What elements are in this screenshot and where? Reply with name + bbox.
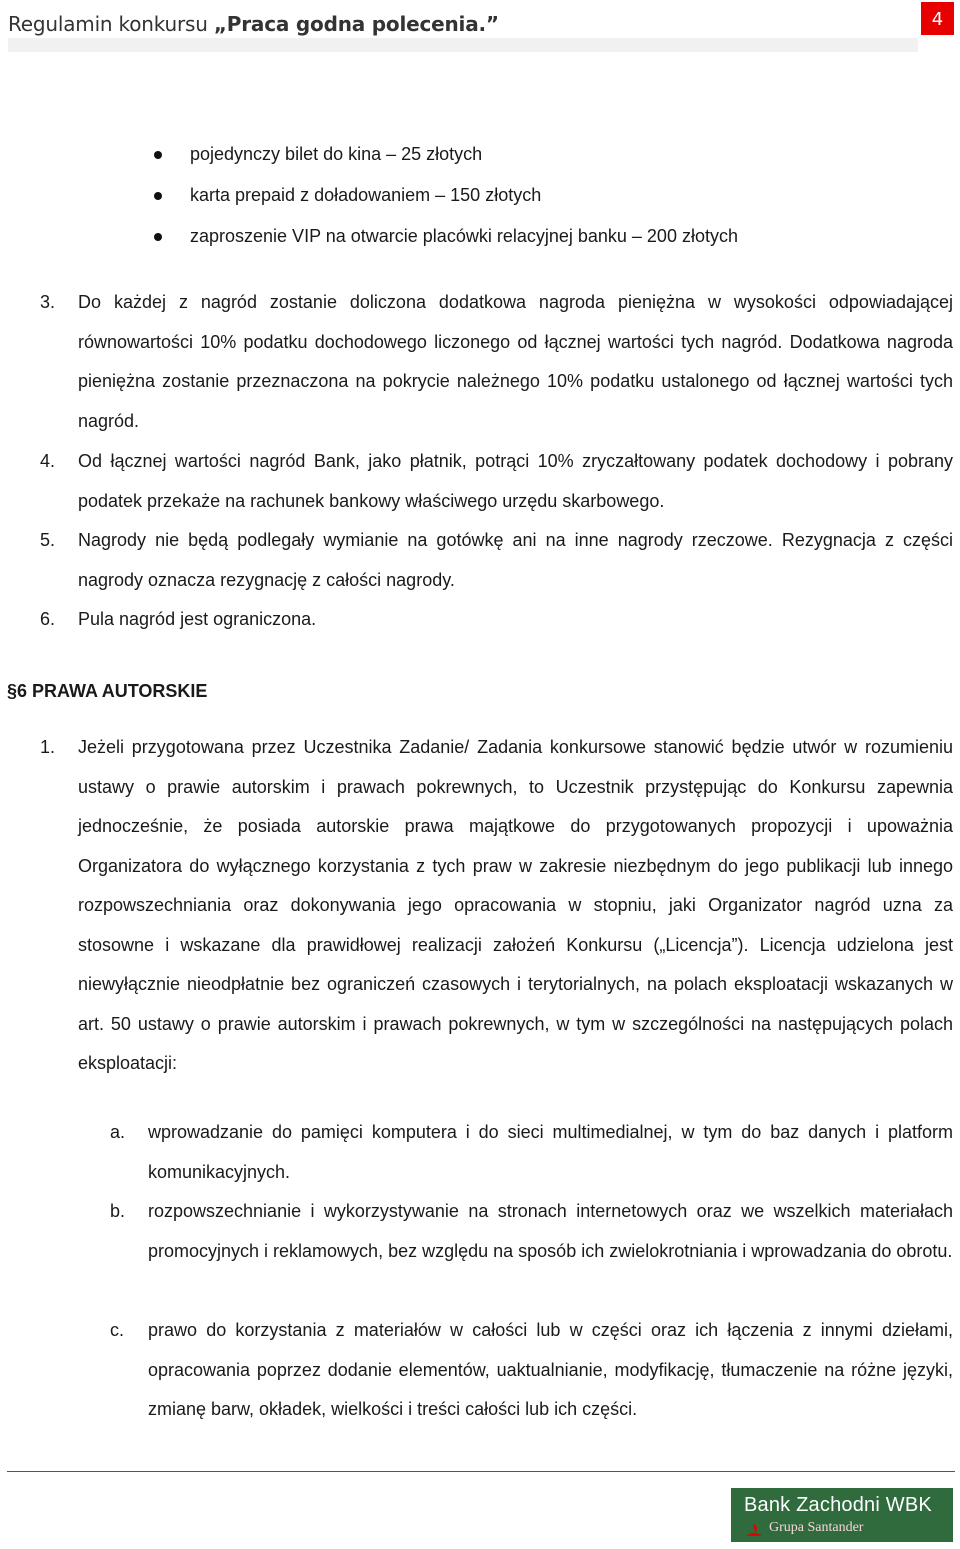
page-header: [0, 0, 960, 50]
list-item: pojedynczy bilet do kina – 25 złotych: [190, 144, 482, 165]
document-title: Regulamin konkursu „Praca godna polecenia.”: [8, 12, 499, 36]
bullet-icon: [154, 151, 162, 159]
header-rule: [8, 38, 918, 52]
list-item: karta prepaid z doładowaniem – 150 złotych: [190, 185, 541, 206]
section-heading: §6 PRAWA AUTORSKIE: [7, 681, 208, 701]
numbered-paragraph: 6. Pula nagród jest ograniczona.: [40, 609, 317, 629]
numbered-paragraph: 4. Od łącznej wartości nagród Bank, jako płatnik, potrąci 10% zryczałtowany podatek dochodowy i pobrany podatek przekaże na rachunek bankowy właściwego urzędu skarbowego.: [40, 451, 953, 511]
bullet-icon: [154, 192, 162, 200]
bullet-icon: [154, 233, 162, 241]
bank-logo: Bank Zachodni WBK Grupa Santander: [731, 1488, 953, 1542]
numbered-paragraph: 3. Do każdej z nagród zostanie doliczona dodatkowa nagroda pieniężna w wysokości odpowiadającej równowartości 10% podatku dochodowego liczonego od łącznej wartości tych nagród. Dodatkowa nagroda pieniężna zostanie przeznaczona na pokrycie należnego 10% podatku ustalonego od łącznej wartości tych nagród.: [40, 292, 953, 431]
numbered-paragraph: 5. Nagrody nie będą podlegały wymianie na gotówkę ani na inne nagrody rzeczowe. Rezygnacja z części nagrody oznacza rezygnację z całości nagrody.: [40, 530, 953, 590]
lettered-item: a. wprowadzanie do pamięci komputera i do sieci multimedialnej, w tym do baz danych i platform komunikacyjnych.: [110, 1122, 953, 1182]
numbered-paragraph: 1. Jeżeli przygotowana przez Uczestnika Zadanie/ Zadania konkursowe stanowić będzie utwór w rozumieniu ustawy o prawie autorskim i prawach pokrewnych, to Uczestnik przystępując do Konkursu zapewnia jednocześnie, że posiada autorskie prawa majątkowe do przygotowanych propozycji i upoważnia Organizatora do wyłącznego korzystania z tych praw w zakresie niezbędnym do jego publikacji lub innego rozpowszechniania oraz dokonywania jego opracowania w stopniu, jaki Organizator nagród uzna za stosowne i wskazane dla prawidłowej realizacji założeń Konkursu („Licencja”). Licencja udzielona jest niewyłącznie nieodpłatnie bez ograniczeń czasowych i terytorialnych, na polach eksploatacji wskazanych w art. 50 ustawy o prawie autorskim i prawach pokrewnych, w tym w szczególności na następujących polach eksploatacji:: [40, 737, 953, 1073]
santander-flame-icon: [745, 1523, 763, 1537]
page-number: 4: [921, 2, 954, 35]
list-item: zaproszenie VIP na otwarcie placówki relacyjnej banku – 200 złotych: [190, 226, 738, 247]
footer-rule: [7, 1471, 955, 1472]
lettered-item: c. prawo do korzystania z materiałów w całości lub w części oraz ich łączenia z innymi dziełami, opracowania poprzez dodanie elementów, uaktualnianie, modyfikację, tłumaczenie na różne języki, zmianę barw, okładek, wielkości i treści całości lub ich części.: [110, 1320, 953, 1419]
lettered-item: b. rozpowszechnianie i wykorzystywanie na stronach internetowych oraz we wszelkich materiałach promocyjnych i reklamowych, bez względu na sposób ich zwielokrotniania i wprowadzania do obrotu.: [110, 1201, 953, 1261]
